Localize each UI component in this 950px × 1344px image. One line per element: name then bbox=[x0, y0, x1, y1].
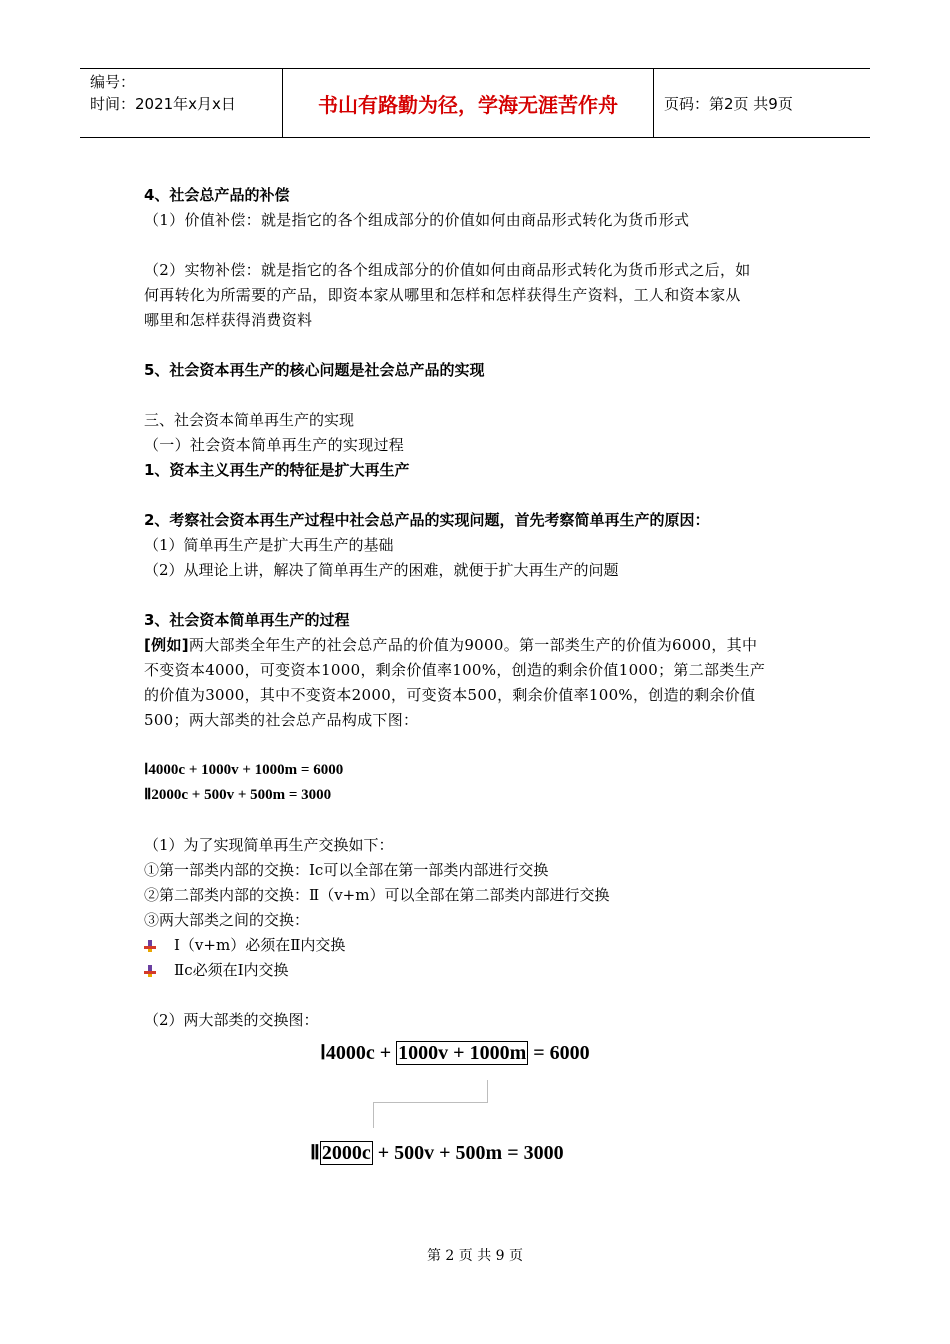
example-tag: [例如] bbox=[144, 636, 189, 654]
example-text: 两大部类全年生产的社会总产品的价值为9000。第一部类生产的价值为6000，其中 bbox=[188, 636, 758, 654]
paragraph: （1）价值补偿：就是指它的各个组成部分的价值如何由商品形式转化为货币形式 bbox=[144, 211, 690, 229]
section-heading: 1、资本主义再生产的特征是扩大再生产 bbox=[144, 461, 410, 479]
doc-number-label: 编号： bbox=[90, 73, 136, 91]
colored-arrow-bullet-icon bbox=[144, 965, 156, 977]
eq1-prefix: Ⅰ4000c + bbox=[320, 1042, 397, 1064]
bullet-item bbox=[144, 933, 814, 958]
connector-line-lower bbox=[373, 1102, 374, 1128]
bullet-text: Ⅱc必须在Ⅰ内交换 bbox=[174, 961, 289, 979]
doc-date-label: 时间：2021年x月x日 bbox=[90, 95, 236, 113]
section-heading: 4、社会总产品的补偿 bbox=[144, 186, 290, 204]
header-page-info: 页码：第2页 共9页 bbox=[664, 94, 793, 113]
paragraph: ②第二部类内部的交换：Ⅱ（v+m）可以全部在第二部类内部进行交换 bbox=[144, 886, 610, 904]
section-heading: 2、考察社会资本再生产过程中社会总产品的实现问题，首先考察简单再生产的原因： bbox=[144, 511, 710, 529]
chapter-heading: 三、社会资本简单再生产的实现 bbox=[144, 411, 355, 429]
exchange-diagram bbox=[0, 1030, 950, 1190]
paragraph: 何再转化为所需要的产品，即资本家从哪里和怎样和怎样获得生产资料，工人和资本家从 bbox=[144, 286, 741, 304]
paragraph: （1）简单再生产是扩大再生产的基础 bbox=[144, 536, 394, 554]
page-footer: 第 2 页 共 9 页 bbox=[426, 1248, 524, 1264]
paragraph: ③两大部类之间的交换： bbox=[144, 911, 310, 929]
section-heading: 3、社会资本简单再生产的过程 bbox=[144, 611, 350, 629]
bullet-text: Ⅰ（v+m）必须在Ⅱ内交换 bbox=[174, 936, 346, 954]
paragraph: 500；两大部类的社会总产品构成下图： bbox=[144, 711, 419, 729]
header-motto: 书山有路勤为径，学海无涯苦作舟 bbox=[282, 69, 654, 137]
colored-arrow-bullet-icon bbox=[144, 940, 156, 952]
paragraph: ①第一部类内部的交换：Ⅰc可以全部在第一部类内部进行交换 bbox=[144, 861, 549, 879]
eq2-suffix: + 500v + 500m = 3000 bbox=[372, 1142, 564, 1164]
header-meta bbox=[80, 69, 282, 137]
document-body bbox=[144, 183, 814, 1033]
paragraph: 不变资本4000，可变资本1000，剩余价值率100%，创造的剩余价值1000；第二部类生产 bbox=[144, 661, 766, 679]
sub-heading: （一）社会资本简单再生产的实现过程 bbox=[144, 436, 405, 454]
paragraph: （1）为了实现简单再生产交换如下： bbox=[144, 836, 394, 854]
paragraph: （2）从理论上讲，解决了简单再生产的困难，就便于扩大再生产的问题 bbox=[144, 561, 619, 579]
connector-line-upper bbox=[373, 1080, 488, 1103]
eq2-prefix: Ⅱ bbox=[310, 1142, 320, 1164]
diagram-equation-1 bbox=[320, 1040, 590, 1065]
section-heading: 5、社会资本再生产的核心问题是社会总产品的实现 bbox=[144, 361, 485, 379]
diagram-equation-2 bbox=[310, 1140, 564, 1165]
paragraph: （2）实物补偿：就是指它的各个组成部分的价值如何由商品形式转化为货币形式之后，如 bbox=[144, 261, 751, 279]
equation: Ⅱ2000c + 500v + 500m = 3000 bbox=[144, 787, 332, 803]
paragraph: （2）两大部类的交换图： bbox=[144, 1011, 319, 1029]
eq1-suffix: = 6000 bbox=[528, 1042, 590, 1064]
example-paragraph bbox=[144, 633, 814, 658]
eq2-boxed-term: 2000c bbox=[321, 1142, 371, 1164]
equation: Ⅰ4000c + 1000v + 1000m = 6000 bbox=[144, 762, 344, 778]
paragraph: 哪里和怎样获得消费资料 bbox=[144, 311, 313, 329]
paragraph: 的价值为3000，其中不变资本2000，可变资本500，剩余价值率100%，创造的剩余价值 bbox=[144, 686, 756, 704]
eq1-boxed-term: 1000v + 1000m bbox=[398, 1042, 527, 1064]
bullet-item bbox=[144, 958, 814, 983]
page-header bbox=[80, 68, 870, 138]
